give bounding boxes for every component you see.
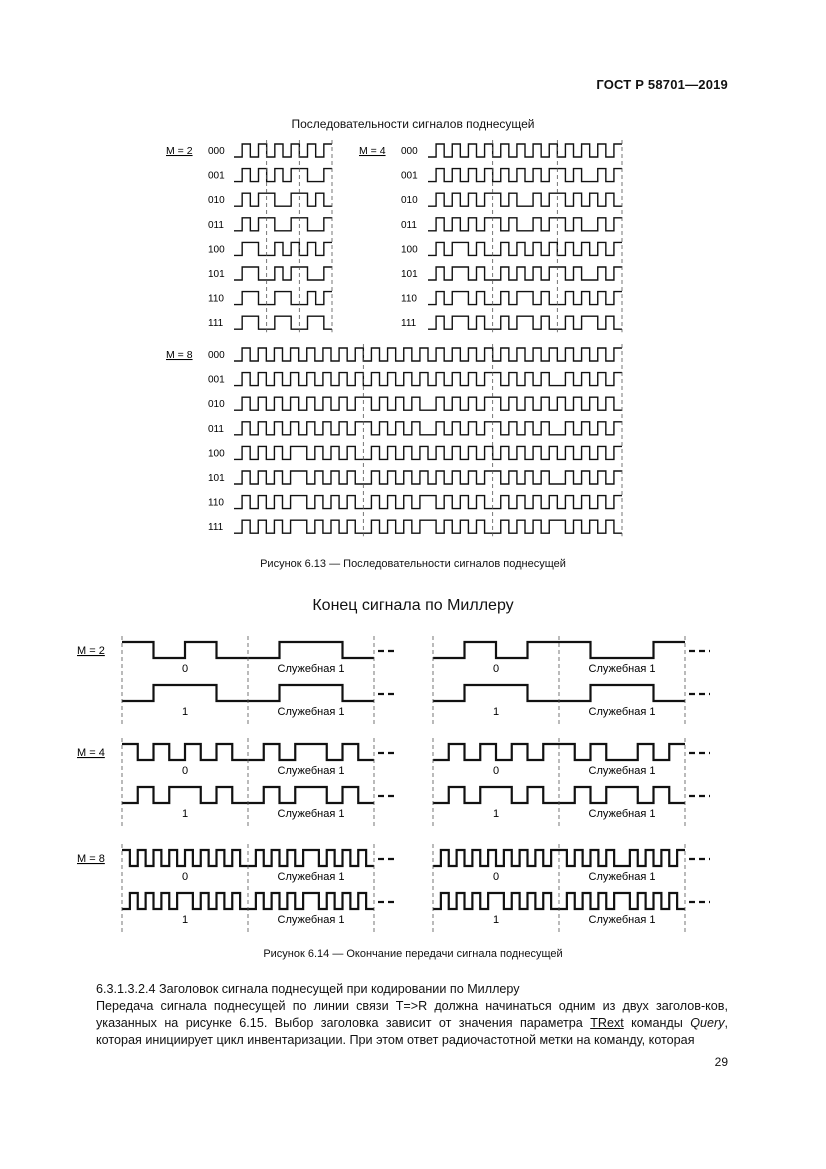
figure-6-14-dummy-label: Служебная 1 — [277, 706, 345, 718]
paragraph-middle: команды — [623, 1016, 691, 1030]
figure-6-14-m-label: M = 8 — [77, 853, 105, 865]
figure-6-14-dummy-label: Служебная 1 — [588, 663, 656, 675]
figure-6-13-sequence-code: 111 — [401, 318, 417, 330]
figure-6-14-dummy-label: Служебная 1 — [277, 914, 345, 926]
figure-6-14-bit-label: 0 — [181, 765, 189, 777]
figure-6-14-bit-label: 1 — [181, 706, 189, 718]
figure-6-14-title: Конец сигнала по Миллеру — [312, 597, 514, 614]
figure-6-13-sequence-code: 100 — [208, 244, 225, 256]
figure-6-13-sequence-code: 110 — [208, 497, 224, 509]
figure-6-14-dummy-label: Служебная 1 — [588, 808, 656, 820]
figure-6-13-sequence-code: 011 — [208, 219, 224, 231]
figure-6-13-sequence-code: 111 — [208, 522, 224, 534]
figure-6-14-dummy-label: Служебная 1 — [588, 706, 656, 718]
figure-6-14-caption: Рисунок 6.14 — Окончание передачи сигнала поднесущей — [263, 948, 563, 960]
figure-6-14-bit-label: 1 — [492, 808, 500, 820]
figure-6-14-bit-label: 1 — [492, 914, 500, 926]
figure-6-13-sequence-code: 010 — [208, 195, 225, 207]
figure-6-14-dummy-label: Служебная 1 — [277, 808, 345, 820]
figure-6-13-sequence-code: 000 — [208, 350, 225, 361]
body-paragraph — [96, 998, 728, 1049]
figure-6-14-m-label: M = 2 — [77, 645, 105, 657]
figure-6-13-sequence-code: 010 — [401, 195, 418, 207]
figure-6-14-bit-label: 0 — [181, 871, 189, 883]
figure-6-14-bit-label: 1 — [181, 808, 189, 820]
paragraph-end: , которая инициирует цикл инвентаризации. При этом ответ радиочастотной метки на команду, которая — [96, 1016, 728, 1047]
figure-6-13-sequence-code: 100 — [401, 244, 418, 256]
figure-6-14-dummy-label: Служебная 1 — [277, 871, 345, 883]
figure-6-14-dummy-label: Служебная 1 — [588, 871, 656, 883]
figure-6-14-bit-label: 0 — [492, 663, 500, 675]
figure-6-13-sequence-code: 110 — [401, 293, 417, 305]
figure-6-13-title: Последовательности сигналов поднесущей — [291, 117, 535, 131]
figure-6-13-sequence-code: 001 — [401, 170, 418, 182]
figure-6-13-sequence-code: 101 — [208, 269, 225, 280]
figure-6-13-sequence-code: 011 — [208, 423, 224, 435]
figure-6-13-sequence-code: 000 — [401, 146, 418, 157]
figure-6-13-sequence-code: 100 — [208, 448, 225, 460]
figure-6-13-caption: Рисунок 6.13 — Последовательности сигналов поднесущей — [260, 558, 566, 570]
figure-6-13-sequence-code: 101 — [401, 269, 418, 280]
figure-6-14-dummy-label: Служебная 1 — [588, 765, 656, 777]
figure-6-13-m-label: M = 2 — [166, 145, 193, 157]
body-text — [96, 981, 728, 1049]
figure-6-13-m-label: M = 4 — [359, 145, 386, 157]
paragraph-start: Передача сигнала поднесущей по линии связи T=>R должна начинаться одним из двух заголов-ков, указанных на рисунке 6.15. Выбор заголовка зависит от значения параметра — [96, 999, 728, 1030]
figure-6-13-sequence-code: 000 — [208, 146, 225, 157]
figure-6-13-sequence-code: 010 — [208, 399, 225, 411]
figure-6-13-sequence-code: 101 — [208, 473, 225, 484]
figure-6-14-bit-label: 0 — [492, 765, 500, 777]
figure-6-14-dummy-label: Служебная 1 — [277, 663, 345, 675]
figure-6-14-bit-label: 0 — [492, 871, 500, 883]
figure-6-14-m-label: M = 4 — [77, 747, 105, 759]
standard-designation: ГОСТ Р 58701—2019 — [596, 77, 728, 92]
figure-6-13-sequence-code: 001 — [208, 374, 225, 386]
section-heading: 6.3.1.3.2.4 Заголовок сигнала поднесущей при кодировании по Миллеру — [96, 982, 520, 996]
figure-6-14-bit-label: 0 — [181, 663, 189, 675]
figure-6-13-sequence-code: 001 — [208, 170, 225, 182]
figure-6-13-sequence-code: 111 — [208, 318, 224, 330]
figure-6-14-bit-label: 1 — [492, 706, 500, 718]
figure-6-14-dummy-label: Служебная 1 — [588, 914, 656, 926]
figure-6-13-sequence-code: 011 — [401, 219, 417, 231]
page-number: 29 — [714, 1055, 728, 1069]
figure-6-14-dummy-label: Служебная 1 — [277, 765, 345, 777]
command-query: Query — [690, 1016, 725, 1030]
figure-6-13-sequence-code: 110 — [208, 293, 224, 305]
param-trext: TRext — [590, 1016, 624, 1030]
figure-6-14-bit-label: 1 — [181, 914, 189, 926]
figure-6-13-m-label: M = 8 — [166, 349, 193, 361]
